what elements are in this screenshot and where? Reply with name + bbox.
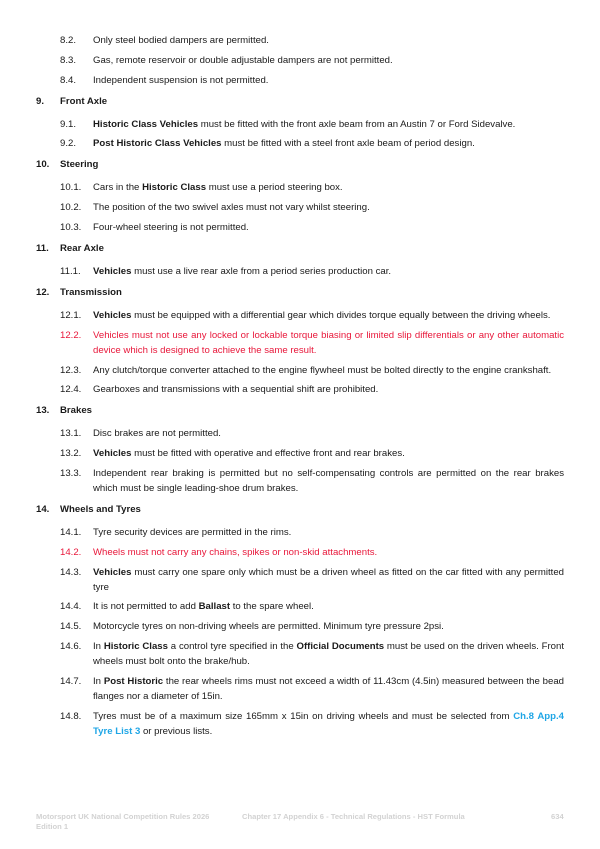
regulation-item [36, 599, 564, 614]
item-text [93, 674, 564, 704]
item-text [93, 466, 564, 496]
regulation-item [36, 639, 564, 669]
item-text [93, 525, 564, 540]
item-number: 14.8. [60, 710, 82, 722]
section-number: 11. [36, 242, 49, 254]
section-heading [36, 502, 564, 517]
text-segment: Tyres must be of a maximum size 165mm x 15in on driving wheels and must be selected from [93, 710, 514, 722]
item-number: 12.1. [60, 309, 82, 321]
text-segment: Any clutch/torque converter attached to the engine flywheel must be bolted directly to the engine crankshaft. [93, 364, 552, 376]
text-segment: Only steel bodied dampers are permitted. [93, 35, 269, 46]
text-segment: In [93, 640, 104, 652]
item-number: 10.2. [60, 202, 82, 214]
regulation-item [36, 33, 564, 48]
item-number: 14.3. [60, 566, 82, 578]
item-text [93, 308, 564, 323]
text-segment: must be equipped with a differential gear which divides torque equally between the driving wheels. [131, 309, 551, 321]
item-text [93, 328, 564, 358]
item-number: 14.4. [60, 601, 82, 613]
section-heading [36, 241, 564, 256]
item-text [93, 200, 564, 215]
section-heading [36, 403, 564, 418]
cross-reference-link[interactable]: Ch.8 App.4 Tyre List 3 [93, 710, 565, 737]
footer-publication: Motorsport UK National Competition Rules 2026 Edition 1 [36, 812, 210, 831]
text-segment: must be fitted with operative and effective front and rear brakes. [131, 448, 405, 460]
section-number: 12. [36, 286, 50, 298]
text-segment: Independent suspension is not permitted. [93, 74, 269, 86]
regulation-item [36, 220, 564, 235]
regulation-item [36, 619, 564, 634]
regulation-item [36, 308, 564, 323]
item-number: 10.1. [60, 182, 82, 194]
section-title: Transmission [60, 286, 122, 298]
text-segment: Wheels must not carry any chains, spikes or non-skid attachments. [93, 546, 378, 558]
text-segment: Vehicles must not use any locked or lockable torque biasing or limited slip differentials or any other automatic device which is designed to achieve the same result. [93, 329, 564, 356]
item-number: 14.7. [60, 675, 82, 687]
item-number: 9.1. [60, 118, 77, 130]
section-title: Rear Axle [60, 242, 104, 254]
item-number: 8.3. [60, 54, 77, 66]
text-segment: Independent rear braking is permitted but no self-compensating controls are permitted on the rear brakes which must be single leading-shoe drum brakes. [93, 467, 564, 494]
text-segment: Four-wheel steering is not permitted. [93, 221, 249, 233]
item-number: 8.2. [60, 35, 77, 46]
section-title: Brakes [60, 405, 93, 417]
text-segment: must use a live rear axle from a period series production car. [131, 265, 392, 277]
defined-term: Vehicles [93, 448, 132, 460]
page-number: 634 [551, 812, 564, 821]
item-text [93, 619, 564, 634]
text-segment: Motorcycle tyres on non-driving wheels are permitted. Minimum tyre pressure 2psi. [93, 621, 444, 633]
defined-term: Ballast [198, 601, 231, 613]
text-segment: must be fitted with a steel front axle beam of period design. [221, 138, 475, 150]
defined-term: Historic Class [103, 640, 168, 652]
text-segment: must carry one spare only which must be a driven wheel as fitted on the car fitted with any permitted tyre [93, 566, 564, 593]
regulation-item [36, 545, 564, 560]
regulation-item [36, 426, 564, 441]
defined-term: Historic Class Vehicles [93, 118, 199, 130]
item-text [93, 136, 564, 151]
text-segment: Gearboxes and transmissions with a sequential shift are prohibited. [93, 384, 379, 396]
defined-term: Official Documents [296, 640, 385, 652]
item-number: 10.3. [60, 221, 82, 233]
document-body [36, 33, 564, 743]
text-segment: Cars in the [93, 182, 143, 194]
regulation-item [36, 382, 564, 397]
footer-chapter: Chapter 17 Appendix 6 - Technical Regulations - HST Formula [242, 812, 465, 821]
section-title: Steering [60, 159, 99, 171]
item-text [93, 220, 564, 235]
text-segment: The position of the two swivel axles must not vary whilst steering. [93, 202, 370, 214]
item-number: 14.6. [60, 640, 82, 652]
item-number: 14.2. [60, 546, 82, 558]
item-text [93, 426, 564, 441]
section-number: 14. [36, 503, 50, 515]
regulation-item [36, 264, 564, 279]
section-title: Front Axle [60, 95, 108, 107]
item-text [93, 180, 564, 195]
defined-term: Post Historic Class Vehicles [93, 138, 222, 150]
regulation-item [36, 525, 564, 540]
text-segment: must use a period steering box. [206, 182, 343, 194]
item-text [93, 53, 564, 68]
defined-term: Post Historic [103, 675, 164, 687]
section-number: 10. [36, 159, 50, 171]
regulation-item [36, 466, 564, 496]
section-number: 9. [36, 95, 45, 107]
item-number: 13.3. [60, 467, 82, 479]
item-number: 13.1. [60, 428, 82, 440]
section-heading [36, 94, 564, 109]
regulation-item [36, 328, 564, 358]
text-segment: It is not permitted to add [93, 601, 199, 613]
regulation-item [36, 674, 564, 704]
regulation-item [36, 136, 564, 151]
text-segment: Tyre security devices are permitted in the rims. [93, 526, 292, 538]
text-segment: must be used on the driven wheels. Front wheels must bolt onto the brake/hub. [93, 640, 564, 667]
item-number: 12.3. [60, 364, 82, 376]
item-text [93, 264, 564, 279]
defined-term: Vehicles [93, 265, 132, 277]
regulation-item [36, 180, 564, 195]
item-text [93, 545, 564, 560]
regulation-item [36, 446, 564, 461]
item-number: 13.2. [60, 448, 82, 460]
text-segment: Gas, remote reservoir or double adjustable dampers are not permitted. [93, 54, 393, 66]
regulation-item [36, 565, 564, 595]
item-text [93, 565, 564, 595]
item-text [93, 709, 564, 739]
item-text [93, 363, 564, 378]
section-title: Wheels and Tyres [60, 503, 141, 515]
item-text [93, 117, 564, 132]
defined-term: Historic Class [142, 182, 207, 194]
item-text [93, 382, 564, 397]
section-heading [36, 285, 564, 300]
text-segment: must be fitted with the front axle beam from an Austin 7 or Ford Sidevalve. [198, 118, 516, 130]
text-segment: to the spare wheel. [230, 601, 314, 613]
text-segment: Disc brakes are not permitted. [93, 428, 221, 440]
item-number: 12.2. [60, 329, 82, 341]
defined-term: Vehicles [93, 566, 132, 578]
item-text [93, 73, 564, 88]
item-number: 14.5. [60, 621, 82, 633]
item-number: 12.4. [60, 384, 82, 396]
item-number: 8.4. [60, 74, 77, 86]
text-segment: a control tyre specified in the [167, 640, 297, 652]
section-heading [36, 157, 564, 172]
item-number: 9.2. [60, 138, 77, 150]
regulation-item [36, 73, 564, 88]
regulation-item [36, 117, 564, 132]
text-segment: the rear wheels rims must not exceed a width of 11.43cm (4.5in) measured between the bead flanges nor a diameter of 15in. [93, 675, 564, 702]
text-segment: or previous lists. [140, 725, 213, 737]
item-text [93, 639, 564, 669]
item-text [93, 446, 564, 461]
regulation-item [36, 363, 564, 378]
item-number: 14.1. [60, 526, 82, 538]
regulation-item [36, 53, 564, 68]
defined-term: Vehicles [93, 309, 132, 321]
item-number: 11.1. [60, 265, 81, 277]
section-number: 13. [36, 405, 50, 417]
item-text [93, 599, 564, 614]
text-segment: In [93, 675, 104, 687]
regulation-item [36, 709, 564, 739]
item-text [93, 33, 564, 48]
regulation-item [36, 200, 564, 215]
